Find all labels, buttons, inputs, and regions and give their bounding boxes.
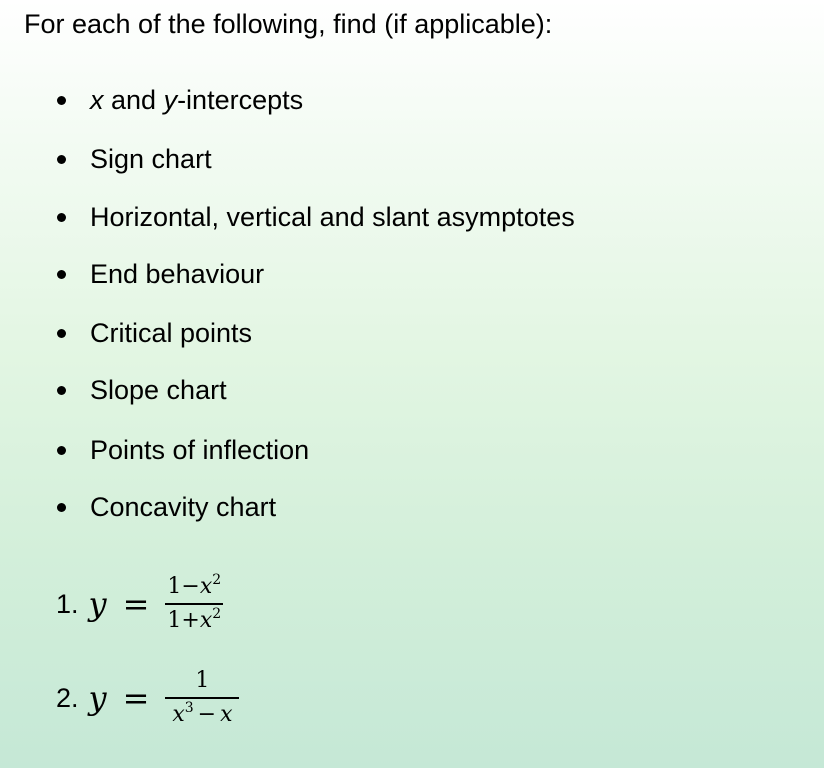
numerator-constant: 1 (167, 574, 182, 599)
list-item (56, 141, 212, 177)
bullet-icon (57, 446, 66, 455)
bullet-icon (57, 213, 66, 222)
lhs-variable: y (88, 679, 107, 717)
list-item-text: Concavity chart (90, 491, 277, 522)
fraction (165, 574, 223, 634)
x-variable: x (90, 84, 104, 115)
equation (89, 574, 224, 634)
denominator-variable: x (220, 702, 233, 727)
numerator-exponent: 2 (212, 572, 222, 588)
list-item (56, 199, 575, 235)
bullet-icon (57, 270, 66, 279)
list-item (56, 82, 303, 118)
denominator-exponent: 3 (184, 700, 194, 716)
y-variable: y (163, 84, 178, 115)
denominator-exponent: 2 (212, 606, 222, 622)
numerator (165, 668, 239, 699)
denominator-variable: x (199, 608, 213, 633)
list-item (56, 489, 276, 525)
equals-sign: = (122, 585, 150, 623)
denominator-variable: x (172, 702, 185, 727)
equals-sign: = (122, 679, 150, 717)
list-item (56, 256, 264, 292)
list-item-text: -intercepts (177, 84, 304, 115)
bullet-icon (57, 155, 66, 164)
problem-number: 1. (56, 588, 79, 619)
list-item (56, 372, 227, 408)
numerator-constant: 1 (195, 668, 210, 693)
lhs-variable: y (88, 585, 107, 623)
numerator-operator: − (181, 574, 200, 599)
list-item-text: Critical points (90, 317, 253, 348)
bullet-icon (57, 96, 66, 105)
problem-number: 2. (56, 682, 79, 713)
list-item-text: and (103, 84, 164, 115)
numerator-variable: x (199, 574, 213, 599)
denominator-constant: 1 (167, 608, 182, 633)
list-item-text: Points of inflection (90, 434, 310, 465)
bullet-icon (57, 386, 66, 395)
list-item-text: Horizontal, vertical and slant asymptotes (90, 201, 575, 232)
bullet-icon (57, 503, 66, 512)
denominator (165, 605, 223, 634)
list-item-text: Slope chart (90, 374, 227, 405)
instructions-heading: For each of the following, find (if applicable): (24, 9, 553, 39)
problem-1 (56, 574, 223, 634)
denominator (170, 699, 234, 728)
problem-2 (56, 668, 239, 728)
numerator (165, 574, 223, 605)
bullet-icon (57, 329, 66, 338)
list-item-text: End behaviour (90, 258, 265, 289)
list-item (56, 432, 309, 468)
list-item-text: Sign chart (90, 143, 212, 174)
equation (89, 668, 240, 728)
fraction (165, 668, 239, 728)
denominator-operator: − (197, 702, 217, 727)
denominator-operator: + (181, 608, 200, 633)
list-item (56, 315, 252, 351)
